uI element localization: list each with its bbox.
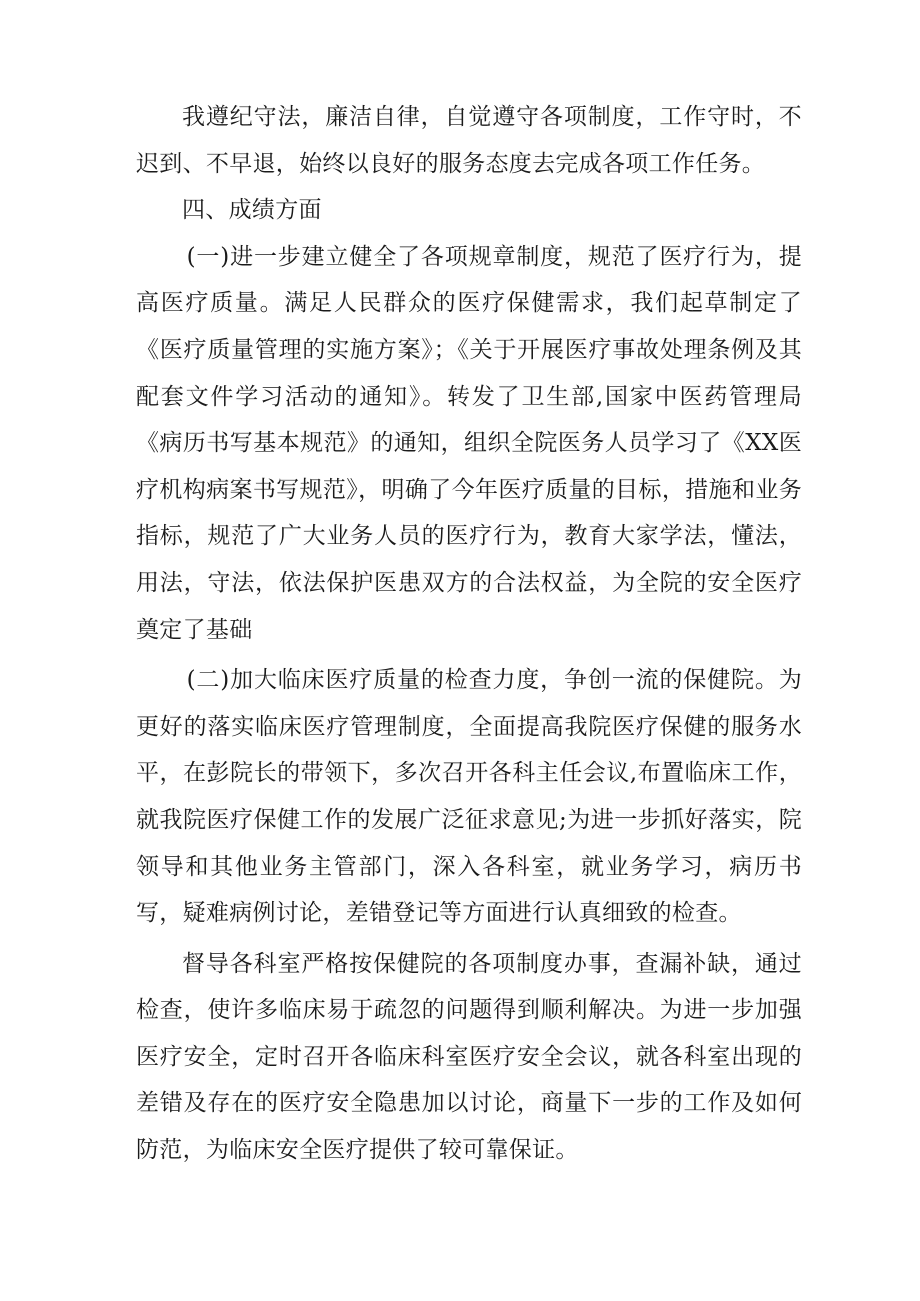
paragraph-supervision: 督导各科室严格按保健院的各项制度办事，查漏补缺，通过检查，使许多临床易于疏忽的问题得到顺利解决。为进一步加强医疗安全，定时召开各临床科室医疗安全会议，就各科室出现的差错及存在的医疗安全隐患加以讨论，商量下一步的工作及如何防范，为临床安全医疗提供了较可靠保证。	[136, 950, 802, 1164]
paragraph-item-1: (一)进一步建立健全了各项规章制度，规范了医疗行为，提高医疗质量。满足人民群众的医疗保健需求，我们起草制定了《医疗质量管理的实施方案》；《关于开展医疗事故处理条例及其配套文件学习活动的通知》。转发了卫生部,国家中医药管理局《病历书写基本规范》的通知，组织全院医务人员学习了《XX医疗机构病案书写规范》，明确了今年医疗质量的目标，措施和业务指标，规范了广大业务人员的医疗行为，教育大家学法，懂法，用法，守法，依法保护医患双方的合法权益，为全院的安全医疗奠定了基础	[136, 243, 802, 643]
section-heading-achievements: 四、成绩方面	[182, 197, 322, 224]
document-body	[136, 94, 802, 1174]
paragraph-item-2: (二)加大临床医疗质量的检查力度，争创一流的保健院。为更好的落实临床医疗管理制度，全面提高我院医疗保健的服务水平，在彭院长的带领下，多次召开各科主任会议,布置临床工作，就我院医疗保健工作的发展广泛征求意见;为进一步抓好落实，院领导和其他业务主管部门，深入各科室，就业务学习，病历书写，疑难病例讨论，差错登记等方面进行认真细致的检查。	[136, 667, 802, 927]
paragraph-discipline: 我遵纪守法，廉洁自律，自觉遵守各项制度，工作守时，不迟到、不早退，始终以良好的服务态度去完成各项工作任务。	[136, 104, 802, 177]
